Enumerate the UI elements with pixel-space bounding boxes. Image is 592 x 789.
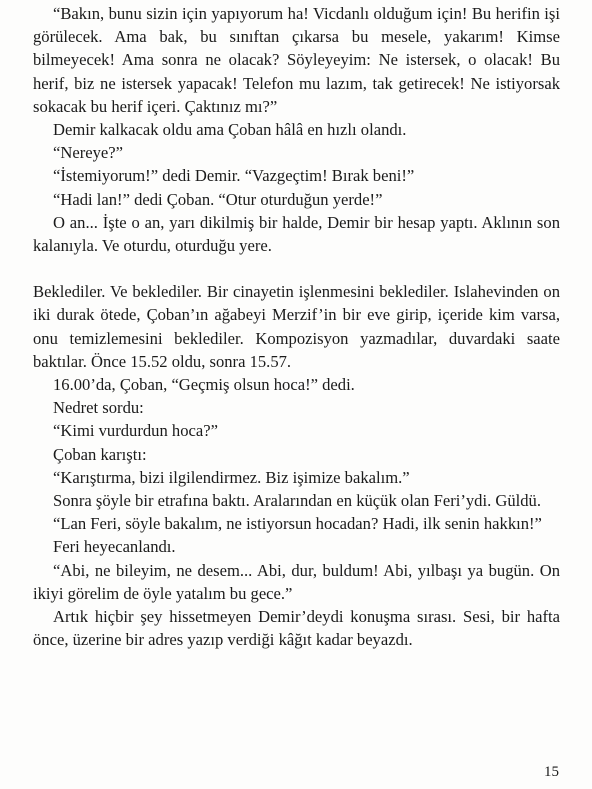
paragraph: Demir kalkacak oldu ama Çoban hâlâ en hızlı olandı. <box>53 120 407 140</box>
paragraph: “Hadi lan!” dedi Çoban. “Otur oturduğun yerde!” <box>53 189 383 209</box>
paragraph: 16.00’da, Çoban, “Geçmiş olsun hoca!” dedi. <box>53 375 355 395</box>
paragraph: “Kimi vurdurdun hoca?” <box>53 421 218 441</box>
paragraph: Çoban karıştı: <box>53 444 147 464</box>
paragraph: Sonra şöyle bir etrafına baktı. Aralarından en küçük olan Feri’ydi. Güldü. <box>53 491 542 511</box>
body-text <box>33 2 560 651</box>
paragraph: Artık hiçbir şey hissetmeyen Demir’deydi konuşma sırası. Sesi, bir hafta önce, üzerine bir adres yazıp verdiği kâğıt kadar beyazdı. <box>33 607 560 650</box>
paragraph: Feri heyecanlandı. <box>53 537 176 557</box>
paragraph: “İstemiyorum!” dedi Demir. “Vazgeçtim! Bırak beni!” <box>53 166 415 186</box>
section-first-paragraph: Beklediler. Ve beklediler. Bir cinayetin işlenmesini beklediler. Islahevinden on iki durak ötede, Çoban’ın ağabeyi Merzif’in bir eve girip, içeride kim varsa, onu temizlemesini beklediler. Kompozisyon yazmadılar, duvardaki saate baktılar. Önce 15.52 oldu, sonra 15.57. <box>33 282 560 371</box>
paragraph: “Abi, ne bileyim, ne desem... Abi, dur, buldum! Abi, yılbaşı ya bugün. On ikiyi görelim de öyle yatalım bu gece.” <box>33 560 560 603</box>
paragraph: “Karıştırma, bizi ilgilendirmez. Biz işimize bakalım.” <box>53 467 410 487</box>
paragraph: O an... İşte o an, yarı dikilmiş bir halde, Demir bir hesap yaptı. Aklının son kalanıyla. Ve oturdu, oturduğu yere. <box>33 212 560 256</box>
paragraph: “Nereye?” <box>53 143 123 163</box>
paragraph: “Bakın, bunu sizin için yapıyorum ha! Vicdanlı olduğum için! Bu herifin işi görülecek. Ama bak, bu sınıftan çıkarsa bu mesele, yakarım! Kimse bilmeyecek! Ama sonra ne olacak? Söyleyeyim: Ne istersek, o olacak! Bu herif, biz ne istersek yapacak! Telefon mu lazım, tak getirecek! Ne istiyorsak sokacak bu herif içeri. Çaktınız mı?” <box>33 4 560 116</box>
page-number: 15 <box>544 764 559 780</box>
paragraph: Nedret sordu: <box>53 398 144 418</box>
paragraph: “Lan Feri, söyle bakalım, ne istiyorsun hocadan? Hadi, ilk senin hakkın!” <box>53 514 542 534</box>
